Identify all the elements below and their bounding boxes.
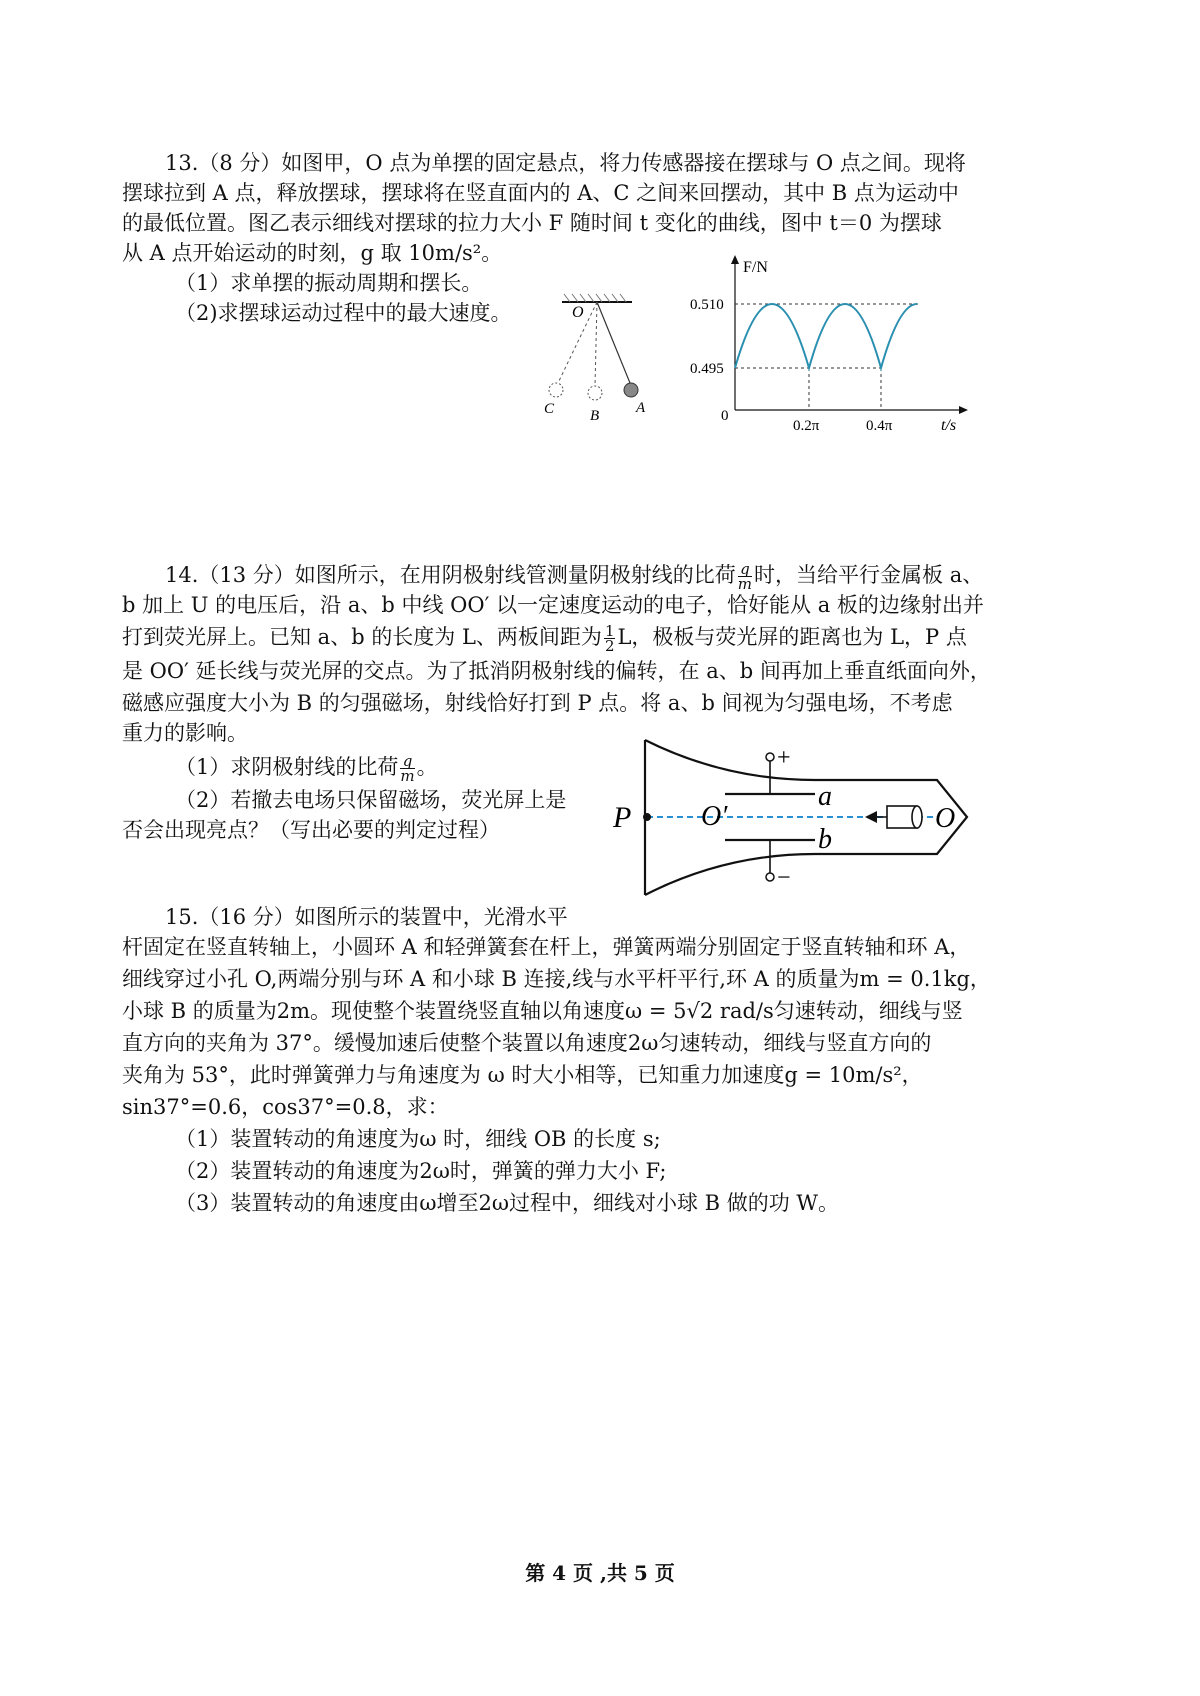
point-o-prime: O′ (701, 801, 728, 832)
graph-x-axis-label: t/s (941, 417, 957, 434)
charge-mass-ratio: $\frac{q}{m}$ (737, 560, 753, 593)
cathode-ray-tube-diagram (605, 735, 980, 900)
q14-line4: 是 OO′ 延长线与荧光屏的交点。为了抵消阴极射线的偏转，在 a、b 间再加上垂直纸面向外， (122, 659, 991, 683)
q14-line5: 磁感应强度大小为 B 的匀强磁场，射线恰好打到 P 点。将 a、b 间视为匀强电场，不考虑 (122, 691, 953, 715)
plate-a-label: a (818, 781, 832, 812)
q14-line2: b 加上 U 的电压后，沿 a、b 中线 OO′ 以一定速度运动的电子，恰好能从 a 板的边缘射出并 (122, 593, 984, 617)
q15-line1: 15.（16 分）如图所示的装置中，光滑水平 (165, 905, 568, 929)
q13-line3: 的最低位置。图乙表示细线对摆球的拉力大小 F 随时间 t 变化的曲线，图中 t＝0 为摆球 (122, 211, 942, 235)
q14-sub2-line1: （2）若撤去电场只保留磁场，荧光屏上是 (175, 788, 567, 812)
q15-sub3: （3）装置转动的角速度由ω增至2ω过程中，细线对小球 B 做的功 W。 (175, 1191, 840, 1215)
graph-y-axis-label: F/N (743, 259, 768, 276)
q14-line1 (165, 560, 983, 591)
pendulum-label-c: C (544, 401, 555, 417)
q13-sub2: （2)求摆球运动过程中的最大速度。 (175, 301, 512, 325)
point-o: O (935, 803, 956, 834)
graph-y-tick-0495: 0.495 (690, 361, 724, 377)
q15-line4: 小球 B 的质量为2m。现使整个装置绕竖直轴以角速度ω = 5√2 rad/s匀速转动，细线与竖 (122, 999, 963, 1023)
q14-line3 (122, 622, 967, 653)
q15-sub1: （1）装置转动的角速度为ω 时，细线 OB 的长度 s; (175, 1127, 661, 1151)
graph-origin: 0 (721, 408, 729, 424)
force-time-graph (685, 250, 975, 440)
minus-terminal: − (777, 865, 791, 891)
charge-mass-ratio-2: $\frac{q}{m}$ (400, 752, 415, 785)
graph-x-tick-02pi: 0.2π (793, 418, 820, 434)
plus-terminal: + (777, 745, 791, 771)
q14-line1-end: 时，当给平行金属板 a、 (754, 563, 984, 587)
q13-line4: 从 A 点开始运动的时刻，g 取 10m/s²。 (122, 241, 503, 265)
graph-x-tick-04pi: 0.4π (866, 418, 893, 434)
q14-line3-start: 打到荧光屏上。已知 a、b 的长度为 L、两板间距为 (122, 625, 602, 649)
q14-sub1-start: （1）求阴极射线的比荷 (175, 755, 399, 779)
q13-sub1: （1）求单摆的振动周期和摆长。 (175, 271, 483, 295)
graph-y-tick-0510: 0.510 (690, 297, 724, 313)
q14-line6: 重力的影响。 (122, 721, 248, 745)
pendulum-label-o: O (572, 304, 584, 321)
q15-line2: 杆固定在竖直转轴上，小圆环 A 和轻弹簧套在杆上，弹簧两端分别固定于竖直转轴和环 A， (122, 935, 971, 959)
q13-line1: 13.（8 分）如图甲，O 点为单摆的固定悬点，将力传感器接在摆球与 O 点之间。现将 (165, 151, 966, 175)
q15-sub2: （2）装置转动的角速度为2ω时，弹簧的弹力大小 F; (175, 1159, 667, 1183)
q15-line3: 细线穿过小孔 O,两端分别与环 A 和小球 B 连接,线与水平杆平行,环 A 的质量为m = 0.1kg， (122, 967, 991, 991)
q14-sub1 (175, 752, 438, 783)
pendulum-label-b: B (590, 408, 600, 424)
page-footer: 第 4 页 ,共 5 页 (525, 1561, 675, 1585)
q14-line1-start: 14.（13 分）如图所示，在用阴极射线管测量阴极射线的比荷 (165, 563, 736, 587)
q14-sub1-end: 。 (416, 755, 438, 779)
half-fraction: $\frac{1}{2}$ (604, 622, 615, 655)
screen-point-p: P (613, 801, 632, 834)
q14-sub2-line2: 否会出现亮点？（写出必要的判定过程） (122, 818, 500, 842)
pendulum-figure (540, 290, 670, 430)
plate-b-label: b (818, 824, 832, 855)
q13-line2: 摆球拉到 A 点，释放摆球，摆球将在竖直面内的 A、C 之间来回摆动，其中 B 点为运动中 (122, 181, 959, 205)
q14-line3-end: L，极板与荧光屏的距离也为 L，P 点 (617, 625, 967, 649)
q15-line5: 直方向的夹角为 37°。缓慢加速后使整个装置以角速度2ω匀速转动，细线与竖直方向的 (122, 1031, 932, 1055)
pendulum-label-a: A (636, 400, 646, 416)
q15-line7: sin37°=0.6，cos37°=0.8，求： (122, 1095, 449, 1119)
q15-line6: 夹角为 53°，此时弹簧弹力与角速度为 ω 时大小相等，已知重力加速度g = 10m/s²， (122, 1063, 923, 1087)
